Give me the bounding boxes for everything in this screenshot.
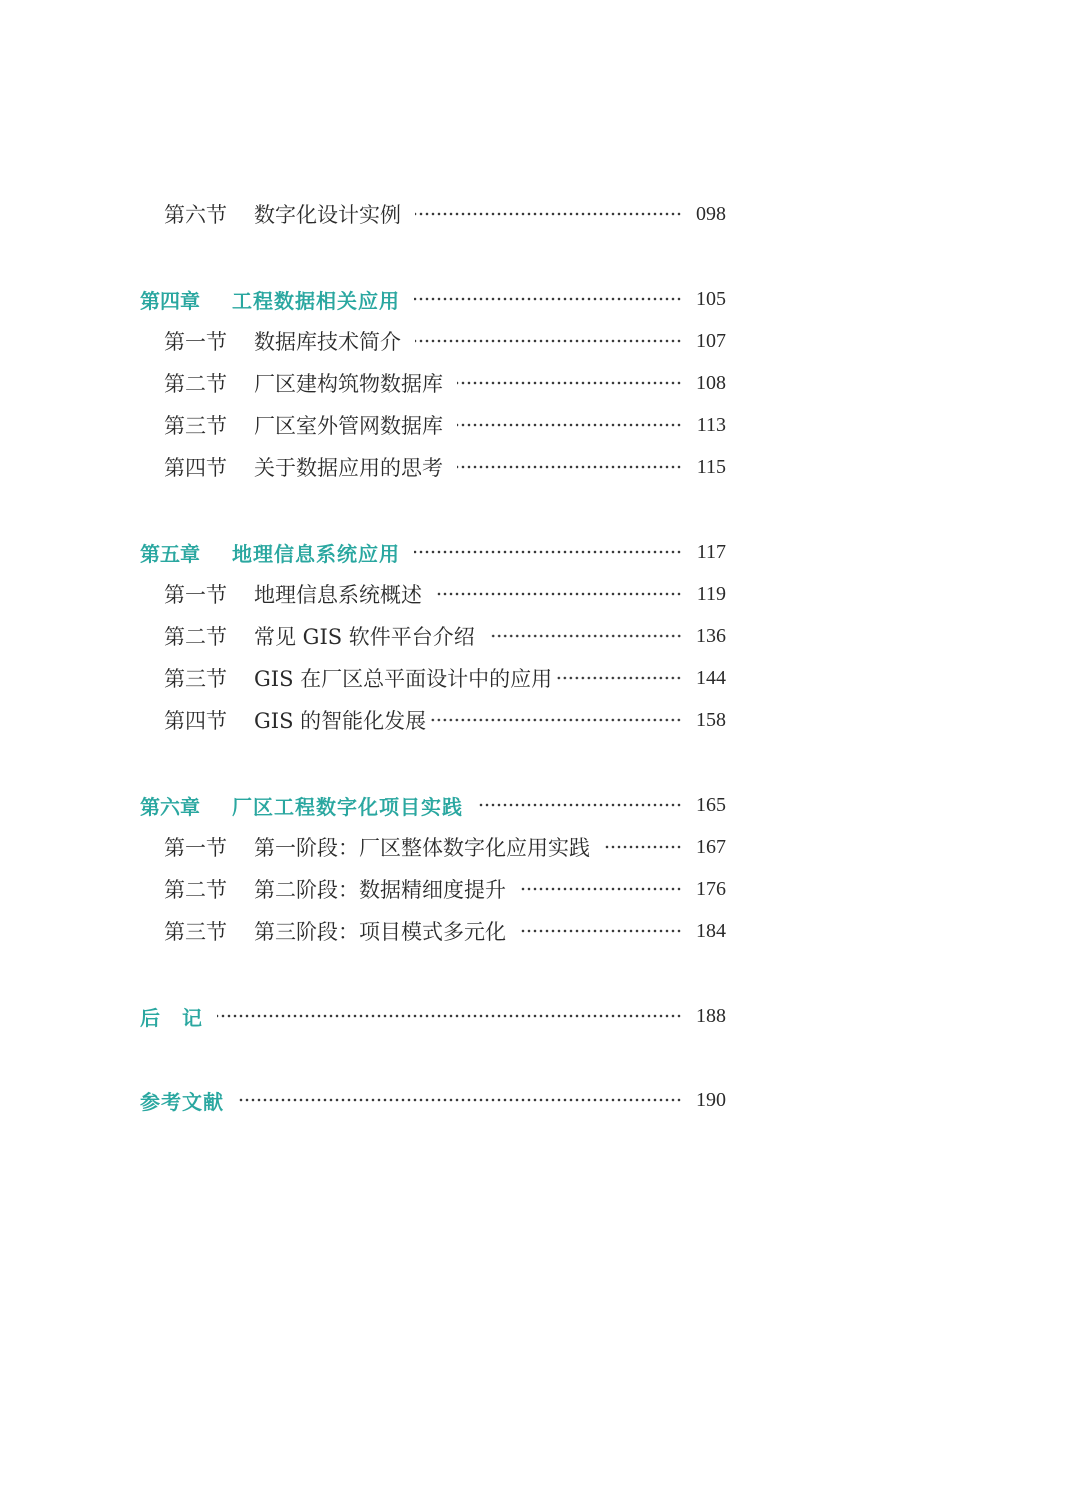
dot-leader: [556, 675, 682, 681]
section-number: 第三节: [164, 920, 227, 944]
chapter-number: 第六章: [140, 794, 200, 819]
toc-entry-postscript[interactable]: [140, 998, 726, 1034]
toc-entry-section[interactable]: [164, 871, 726, 907]
section-number: 第二节: [164, 625, 227, 649]
page-number: 167: [696, 835, 726, 858]
section-number: 第一节: [164, 330, 227, 354]
dot-leader: [604, 844, 682, 850]
dot-leader: [238, 1097, 682, 1103]
section-title: 数据库技术简介: [254, 330, 401, 354]
section-number: 第一节: [164, 583, 227, 607]
section-title: GIS 的智能化发展: [254, 709, 427, 733]
section-title: 数字化设计实例: [254, 203, 401, 227]
toc-entry-chapter[interactable]: [140, 281, 726, 317]
page-number: 108: [696, 371, 726, 394]
section-title: 厂区室外管网数据库: [254, 414, 443, 438]
dot-leader: [520, 886, 682, 892]
section-title: 地理信息系统概述: [254, 583, 422, 607]
dot-leader: [457, 422, 682, 428]
section-number: 第二节: [164, 878, 227, 902]
toc-entry-section[interactable]: [164, 196, 726, 232]
section-number: 第二节: [164, 372, 227, 396]
dot-leader: [489, 633, 682, 639]
section-number: 第三节: [164, 414, 227, 438]
dot-leader: [477, 802, 682, 808]
toc-entry-section[interactable]: [164, 576, 726, 612]
chapter-number: 第五章: [140, 541, 200, 566]
page-number: 119: [696, 582, 726, 605]
section-number: 第六节: [164, 203, 227, 227]
section-number: 第四节: [164, 709, 227, 733]
page-number: 144: [696, 666, 726, 689]
page-number: 136: [696, 624, 726, 647]
toc-entry-chapter[interactable]: [140, 787, 726, 823]
toc-entry-section[interactable]: [164, 660, 726, 696]
page-number: 158: [696, 708, 726, 731]
page-number: 105: [696, 287, 726, 310]
dot-leader: [217, 1013, 682, 1019]
toc-entry-section[interactable]: [164, 702, 726, 738]
chapter-title: 参考文献: [140, 1089, 224, 1114]
toc-entry-section[interactable]: [164, 829, 726, 865]
section-title: 关于数据应用的思考: [254, 456, 443, 480]
toc-entry-section[interactable]: [164, 618, 726, 654]
dot-leader: [430, 717, 682, 723]
page-number: 115: [696, 455, 726, 478]
dot-leader: [436, 591, 682, 597]
toc-entry-section[interactable]: [164, 407, 726, 443]
page-number: 188: [696, 1004, 726, 1027]
toc-entry-references[interactable]: [140, 1082, 726, 1118]
chapter-title: 地理信息系统应用: [232, 541, 400, 566]
dot-leader: [414, 296, 682, 302]
section-title: GIS 在厂区总平面设计中的应用: [254, 667, 553, 691]
section-title: 第二阶段：数据精细度提升: [254, 878, 506, 902]
dot-leader: [414, 549, 682, 555]
page-number: 117: [696, 540, 726, 563]
dot-leader: [415, 211, 682, 217]
section-title: 常见 GIS 软件平台介绍: [254, 625, 475, 649]
toc-entry-section[interactable]: [164, 323, 726, 359]
chapter-title: 后 记: [140, 1005, 203, 1030]
section-number: 第一节: [164, 836, 227, 860]
dot-leader: [457, 464, 682, 470]
page-number: 107: [696, 329, 726, 352]
chapter-title: 工程数据相关应用: [232, 288, 400, 313]
chapter-number: 第四章: [140, 288, 200, 313]
dot-leader: [457, 380, 682, 386]
section-number: 第四节: [164, 456, 227, 480]
page-number: 165: [696, 793, 726, 816]
section-title: 厂区建构筑物数据库: [254, 372, 443, 396]
toc-entry-chapter[interactable]: [140, 534, 726, 570]
section-number: 第三节: [164, 667, 227, 691]
page-number: 098: [696, 202, 726, 225]
section-title: 第三阶段：项目模式多元化: [254, 920, 506, 944]
page-number: 176: [696, 877, 726, 900]
toc-entry-section[interactable]: [164, 365, 726, 401]
chapter-title: 厂区工程数字化项目实践: [232, 794, 463, 819]
page-number: 113: [696, 413, 726, 436]
dot-leader: [520, 928, 682, 934]
page-number: 190: [696, 1088, 726, 1111]
section-title: 第一阶段：厂区整体数字化应用实践: [254, 836, 590, 860]
toc-entry-section[interactable]: [164, 449, 726, 485]
page-number: 184: [696, 919, 726, 942]
toc-entry-section[interactable]: [164, 913, 726, 949]
dot-leader: [415, 338, 682, 344]
